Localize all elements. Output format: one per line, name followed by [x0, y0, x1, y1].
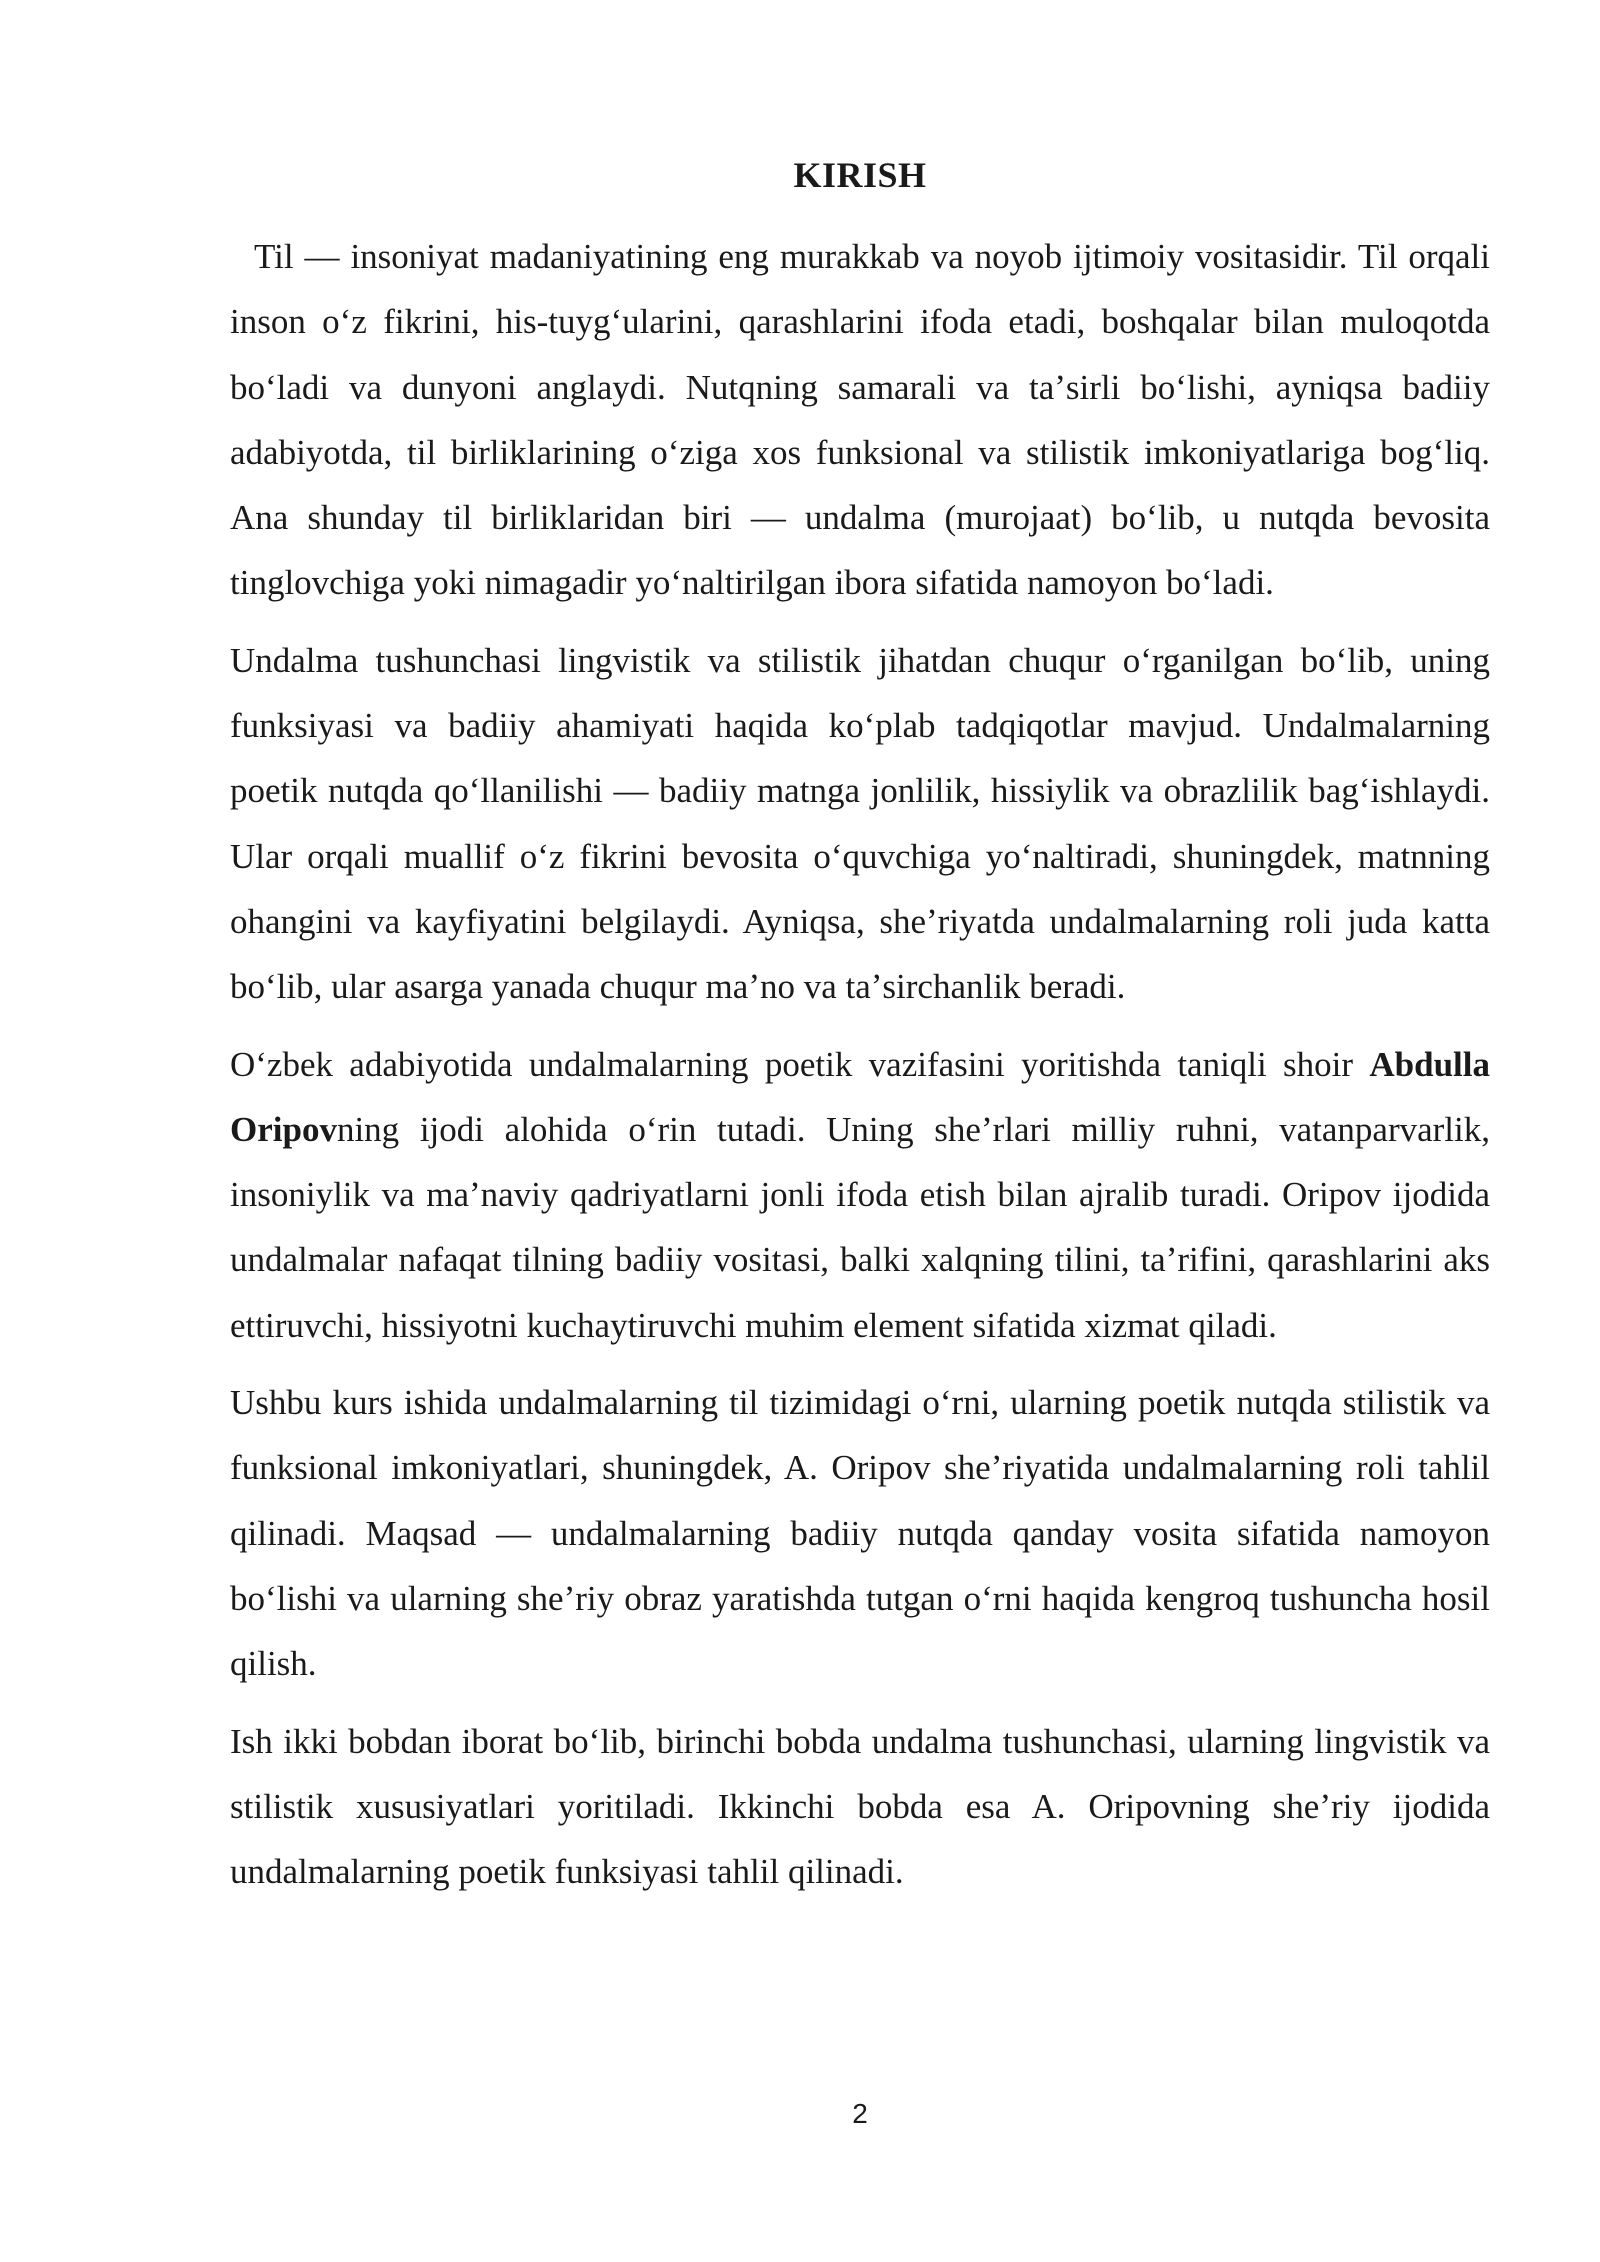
page-number: 2: [852, 2098, 868, 2129]
paragraph-5: Ish ikki bobdan iborat boʻlib, birinchi bobda undalma tushunchasi, ularning lingvistik va stilistik xususiyatlari yoritiladi. Ikkinchi bobda esa A. Oripovning sheʼriy ijodida undalmalarning poetik funksiyasi tahlil qilinadi.: [230, 1721, 1490, 1892]
paragraph-4: Ushbu kurs ishida undalmalarning til tizimidagi oʻrni, ularning poetik nutqda stilistik va funksional imkoniyatlari, shuningdek, A. Oripov sheʼriyatida undalmalarning roli tahlil qilinadi. Maqsad — undalmalarning badiiy nutqda qanday vosita sifatida namoyon boʻlishi va ularning sheʼriy obraz yaratishda tutgan oʻrni haqida kengroq tushuncha hosil qilish.: [230, 1383, 1490, 1684]
paragraph-3: [230, 1032, 1490, 1358]
paragraph-3-lead: Oʻzbek adabiyotida undalmalarning poetik vazifasini yoritishda taniqli shoir: [230, 1044, 1370, 1084]
paragraph-3-rest: ning ijodi alohida oʻrin tutadi. Uning sheʼrlari milliy ruhni, vatanparvarlik, insoniylik va maʼnaviy qadriyatlarni jonli ifoda etish bilan ajralib turadi. Oripov ijodida undalmalar nafaqat tilning badiiy vositasi, balki xalqning tilini, taʼrifini, qarashlarini aks ettiruvchi, hissiyotni kuchaytiruvchi muhim element sifatida xizmat qiladi.: [230, 1109, 1490, 1345]
paragraph-1: Til — insoniyat madaniyatining eng murakkab va noyob ijtimoiy vositasidir. Til orqali inson oʻz fikrini, his-tuygʻularini, qarashlarini ifoda etadi, boshqalar bilan muloqotda boʻladi va dunyoni anglaydi. Nutqning samarali va taʼsirli boʻlishi, ayniqsa badiiy adabiyotda, til birliklarining oʻziga xos funksional va stilistik imkoniyatlariga bogʻliq. Ana shunday til birliklaridan biri — undalma (murojaat) boʻlib, u nutqda bevosita tinglovchiga yoki nimagadir yoʻnaltirilgan ibora sifatida namoyon boʻladi.: [230, 237, 1490, 603]
author-name-bold: Abdulla Oripov: [230, 1044, 1490, 1149]
paragraph-2: Undalma tushunchasi lingvistik va stilistik jihatdan chuqur oʻrganilgan boʻlib, uning funksiyasi va badiiy ahamiyati haqida koʻplab tadqiqotlar mavjud. Undalmalarning poetik nutqda qoʻllanilishi — badiiy matnga jonlilik, hissiylik va obrazlilik bagʻishlaydi. Ular orqali muallif oʻz fikrini bevosita oʻquvchiga yoʻnaltiradi, shuningdek, matnning ohangini va kayfiyatini belgilaydi. Ayniqsa, sheʼriyatda undalmalarning roli juda katta boʻlib, ular asarga yanada chuqur maʼno va taʼsirchanlik beradi.: [230, 640, 1490, 1007]
section-title: KIRISH: [793, 155, 927, 195]
document-body: [230, 224, 1490, 1916]
